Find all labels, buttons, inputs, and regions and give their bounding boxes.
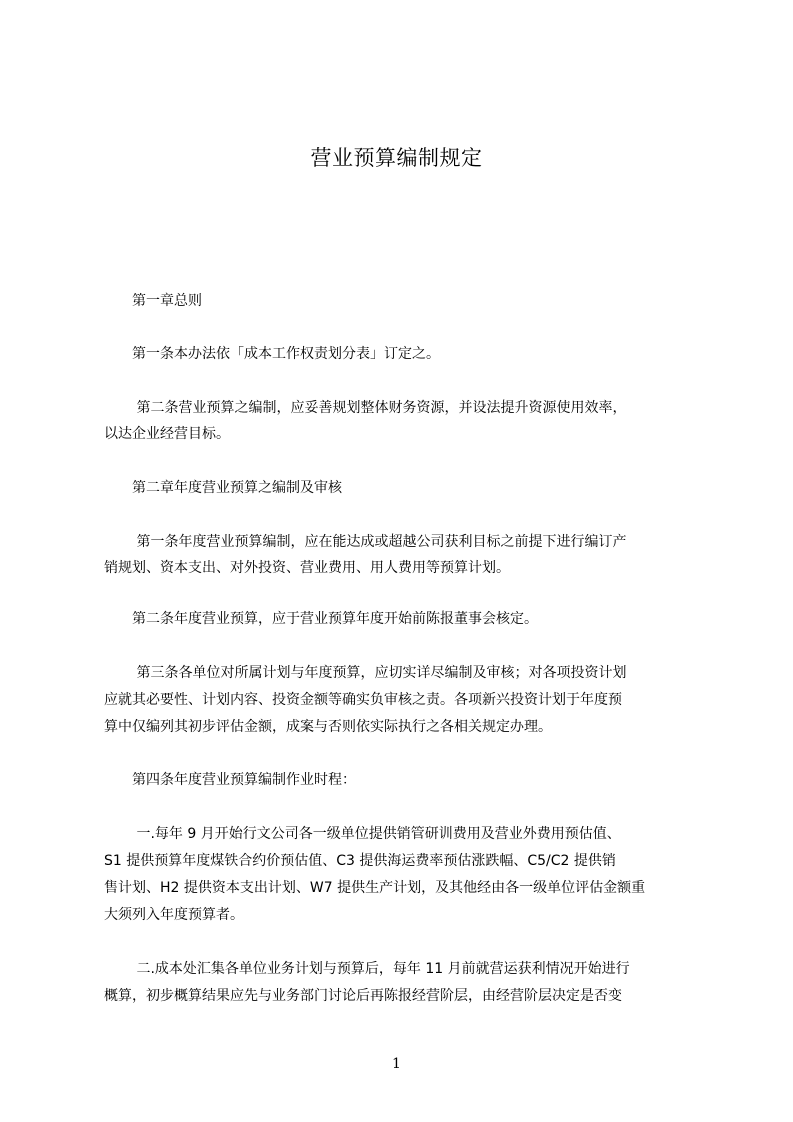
paragraph-line: S1 提供预算年度煤铁合约价预估值、C3 提供海运费率预估涨跌幅、C5/C2 提供销 xyxy=(104,853,616,869)
paragraph-line: 第一条本办法依「成本工作权责划分表」订定之。 xyxy=(104,346,440,362)
paragraph-line: 应就其必要性、计划内容、投资金额等确实负审核之责。各项新兴投资计划于年度预 xyxy=(104,692,622,708)
paragraph-line: 以达企业经营目标。 xyxy=(104,426,230,442)
paragraph-line: 第二条营业预算之编制，应妥善规划整体财务资源，并设法提升资源使用效率， xyxy=(104,400,627,416)
paragraph-line: 一.每年 9 月开始行文公司各一级单位提供销管研训费用及营业外费用预估值、 xyxy=(104,826,621,842)
paragraph-line: 概算，初步概算结果应先与业务部门讨论后再陈报经营阶层，由经营阶层决定是否变 xyxy=(104,988,622,1004)
chapter-heading: 第二章年度营业预算之编制及审核 xyxy=(104,480,342,496)
paragraph-line: 算中仅编列其初步评估金额，成案与否则依实际执行之各相关规定办理。 xyxy=(104,719,552,735)
paragraph-line: 第二条年度营业预算，应于营业预算年度开始前陈报董事会核定。 xyxy=(104,611,538,627)
paragraph-line: 第一条年度营业预算编制，应在能达成或超越公司获利目标之前提下进行编订产 xyxy=(104,534,627,550)
chapter-heading: 第一章总则 xyxy=(104,293,202,309)
paragraph-line: 二.成本处汇集各单位业务计划与预算后，每年 11 月前就营运获利情况开始进行 xyxy=(104,961,630,977)
paragraph-line: 售计划、H2 提供资本支出计划、W7 提供生产计划，及其他经由各一级单位评估金额重 xyxy=(104,880,646,896)
document-title: 营业预算编制规定 xyxy=(310,146,483,170)
paragraph-line: 销规划、资本支出、对外投资、营业费用、用人费用等预算计划。 xyxy=(104,560,510,576)
paragraph-line: 第四条年度营业预算编制作业时程： xyxy=(104,772,356,788)
page-number: 1 xyxy=(392,1056,401,1072)
paragraph-line: 第三条各单位对所属计划与年度预算，应切实详尽编制及审核；对各项投资计划 xyxy=(104,665,627,681)
paragraph-line: 大须列入年度预算者。 xyxy=(104,907,244,923)
